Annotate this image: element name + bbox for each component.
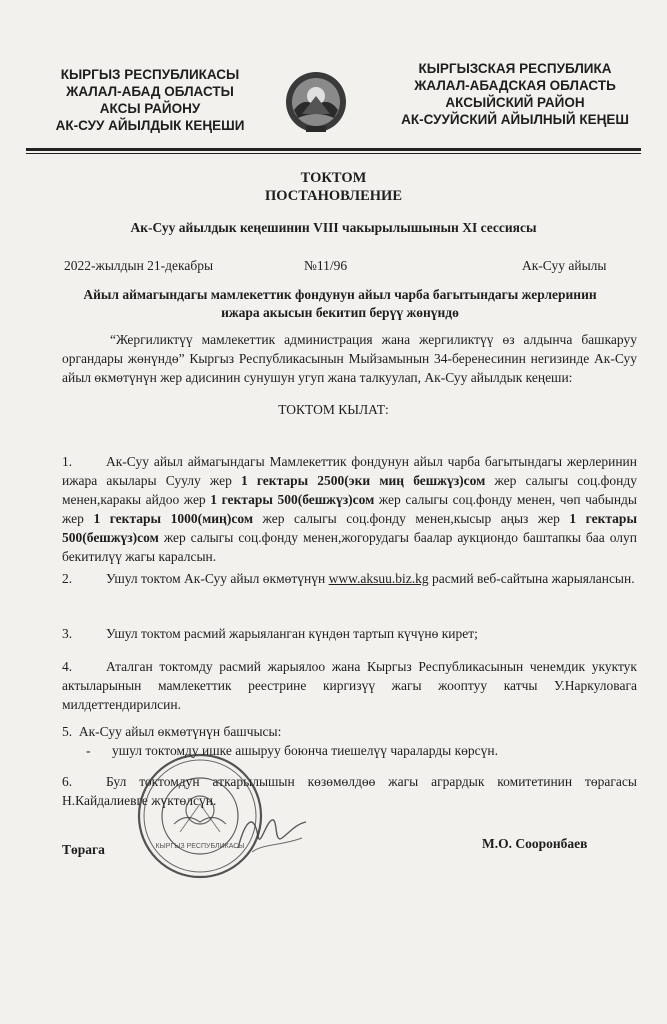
document-place: Ак-Суу айылы [522, 258, 607, 273]
item-2-number: 2. [62, 571, 73, 586]
header-divider-thin [26, 153, 641, 154]
item-2-text-a: Ушул токтом Ак-Суу айыл өкмөтүнүн [106, 571, 329, 586]
subject-line-1: Айыл аймагындагы мамлекеттик фондунун айыл чарба багытындагы жерлеринин [83, 287, 597, 302]
item-4 [62, 657, 637, 714]
header-left-line-2: ЖАЛАЛ-АБАД ОБЛАСТЫ [66, 84, 234, 99]
item-2-text-b: расмий веб-сайтына жарыялансын. [428, 571, 635, 586]
item-3 [62, 624, 637, 643]
item-5-number: 5. [62, 724, 73, 739]
header-kyrgyz [30, 66, 270, 134]
item-1-text-i: жер салыгы соц.фонду менен,жогорудагы баалар аукциондо баштапкы баа олуп бекитилүү жагы каралсын. [62, 530, 637, 564]
item-1-rate-irrigated: 1 гектары 2500(эки миң бешжүз)сом [240, 473, 486, 488]
handwritten-signature-icon [232, 808, 312, 860]
item-1-text-a: Ак-Суу айыл аймагындагы Мамлекеттик фондунун айыл чарба багытындагы жерлеринин ижара акылары Суулу жер [62, 454, 637, 488]
subject-line-2: ижара акысын бекитип берүү жөнүндө [221, 305, 459, 320]
item-5 [62, 722, 637, 741]
header-right-line-1: КЫРГЫЗСКАЯ РЕСПУБЛИКА [418, 61, 612, 76]
item-1-rate-hayfield: 1 гектары 1000(миң)сом [93, 511, 254, 526]
website-link[interactable]: www.aksuu.biz.kg [328, 571, 429, 586]
item-1-number: 1. [62, 454, 73, 469]
header-left-line-3: АКСЫ РАЙОНУ [99, 101, 201, 116]
item-1 [62, 452, 637, 566]
item-6-number: 6. [62, 774, 73, 789]
header-divider-thick [26, 148, 641, 151]
item-5-text: Ак-Суу айыл өкмөтүнүн башчысы: [78, 724, 282, 739]
item-4-text: Аталган токтомду расмий жарыялоо жана Кыргыз Республикасынын ченемдик укуктук актыларынын мамлекеттик реестрине киргизүү жагы жооптуу катчы У.Наркуловага милдеттендирилсин. [62, 659, 637, 712]
item-5-subitem-text: ушул токтомду ишке ашыруу боюнча тиешелүү чараларды көрсүн. [112, 743, 498, 758]
item-1-rate-rainfed: 1 гектары 500(бешжүз)сом [210, 492, 375, 507]
kyrgyz-state-emblem-icon [284, 66, 348, 138]
stamp-text: КЫРГЫЗ РЕСПУБЛИКАСЫ [155, 843, 245, 850]
item-6-text: Бул токтомдун аткарылышын көзөмөлдөө жагы агрардык комитетинин төрагасы Н.Кайдалиевге жүктөлсүн. [62, 774, 637, 808]
header-right-line-2: ЖАЛАЛ-АБАДСКАЯ ОБЛАСТЬ [414, 78, 616, 93]
header-left-line-1: КЫРГЫЗ РЕСПУБЛИКАСЫ [60, 67, 240, 82]
item-1-text-g: жер салыгы соц.фонду менен,кысыр аңыз жер [253, 511, 570, 526]
chairman-name: М.О. Сооронбаев [482, 836, 588, 851]
item-5-dash: - [86, 743, 91, 758]
item-3-number: 3. [62, 626, 73, 641]
document-date: 2022-жылдын 21-декабры [64, 258, 214, 273]
item-4-number: 4. [62, 659, 73, 674]
chairman-label: Төрага [62, 842, 105, 857]
header-russian [390, 60, 640, 128]
item-1-text-c: жер салыгы соц.фонду менен,каракы айдоо жер [62, 473, 637, 507]
title-kyrgyz: ТОКТОМ [300, 170, 367, 186]
item-3-text: Ушул токтом расмий жарыяланган күндөн тартып күчүнө кирет; [106, 626, 478, 641]
resolve-heading: ТОКТОМ КЫЛАТ: [278, 402, 389, 417]
document-number: №11/96 [304, 258, 348, 273]
preamble-paragraph: “Жергиликтүү мамлекеттик администрация жана жергиликтүү өз алдынча башкаруу органдары жөнүндө” Кыргыз Республикасынын Мыйзамынын 34-беренесинин негизинде Ак-Суу айыл өкмөтүнүн жер адисинин сунушун угуп жана талкуулап, Ак-Суу айылдык кеңеши: [62, 332, 637, 385]
item-1-text-e: жер салыгы соц.фонду менен, чөп чабынды жер [62, 492, 638, 526]
item-2 [62, 569, 637, 588]
session-line: Ак-Суу айылдык кеңешинин VIII чакырылышынын XI сессиясы [130, 220, 537, 235]
header-right-line-3: АКСЫЙСКИЙ РАЙОН [445, 95, 585, 110]
document-subject [60, 286, 620, 322]
item-1-rate-fallow: 1 гектары 500(бешжүз)сом [62, 511, 637, 545]
header-left-line-4: АК-СУУ АЙЫЛДЫК КЕҢЕШИ [55, 118, 245, 133]
title-russian: ПОСТАНОВЛЕНИЕ [264, 188, 402, 204]
header-right-line-4: АК-СУУЙСКИЙ АЙЫЛНЫЙ КЕҢЕШ [401, 112, 629, 127]
